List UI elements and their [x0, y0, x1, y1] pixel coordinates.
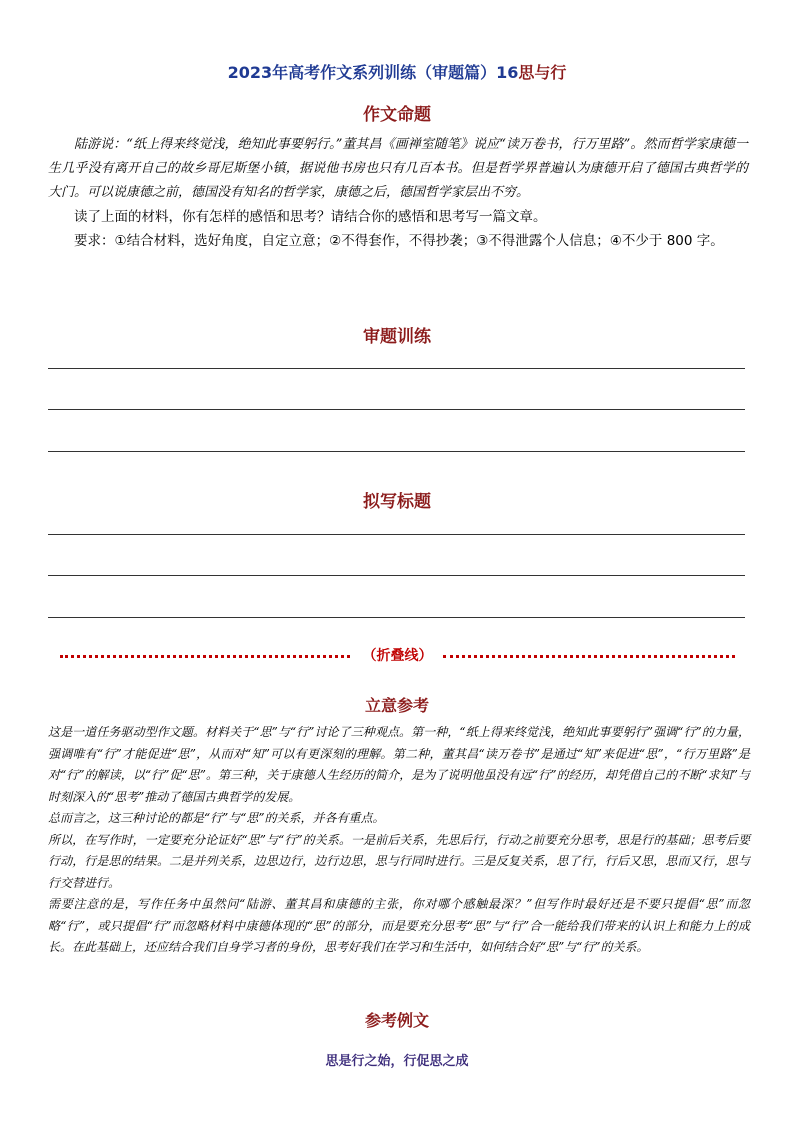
prompt-block [48, 133, 748, 253]
idea-reference [48, 722, 750, 959]
answer-line [48, 409, 745, 410]
idea-paragraph: 这是一道任务驱动型作文题。材料关于“思”与“行”讨论了三种观点。第一种，“纸上得来终觉浅，绝知此事要躬行”强调“行”的力量，强调唯有“行”才能促进“思”，从而对“知”可以有更深刻的理解。第二种，董其昌“读万卷书”是通过“知”来促进“思”，“行万里路”是对“行”的解读，以“行”促“思”。第三种，关于康德人生经历的简介，是为了说明他虽没有远“行”的经历，却凭借自己的不断“求知”与时刻深入的“思考”推动了德国古典哲学的发展。 [48, 725, 750, 804]
answer-line [48, 451, 745, 452]
fold-line [60, 647, 735, 665]
prompt-question: 读了上面的材料，你有怎样的感悟和思考？请结合你的感悟和思考写一篇文章。 [74, 209, 547, 225]
idea-paragraph: 所以，在写作时，一定要充分论证好“思”与“行”的关系。一是前后关系，先思后行，行动之前要充分思考，思是行的基础；思考后要行动，行是思的结果。二是并列关系，边思边行，边行边思，思与行同时进行。三是反复关系，思了行，行后又思，思而又行，思与行交替进行。 [48, 832, 750, 890]
answer-line [48, 617, 745, 618]
answer-line [48, 534, 745, 535]
sample-essay-title: 思是行之始，行促思之成 [325, 1054, 469, 1069]
title-topic: 思与行 [518, 63, 567, 82]
answer-line [48, 368, 745, 369]
idea-heading: 立意参考 [364, 696, 429, 715]
sample-heading: 参考例文 [364, 1011, 429, 1030]
answer-line [48, 575, 745, 576]
title-prefix: 2023年高考作文系列训练（审题篇）16 [227, 63, 519, 82]
idea-paragraph: 需要注意的是，写作任务中虽然问“陆游、董其昌和康德的主张，你对哪个感触最深？”但写作时最好还是不要只提倡“思”而忽略“行”，或只提倡“行”而忽略材料中康德体现的“思”的部分，而是要充分思考“思”与“行”合一能给我们带来的认识上和能力上的成长。在此基础上，还应结合我们自身学习者的身份，思考好我们在学习和生活中，如何结合好“思”与“行”的关系。 [48, 897, 750, 954]
prompt-material: 陆游说：“纸上得来终觉浅，绝知此事要躬行。”董其昌《画禅室随笔》说应“读万卷书，行万里路”。然而哲学家康德一生几乎没有离开自己的故乡哥尼斯堡小镇，据说他书房也只有几百本书。但是哲学界普遍认为康德开启了德国古典哲学的大门。可以说康德之前，德国没有知名的哲学家，康德之后，德国哲学家层出不穷。 [48, 137, 748, 200]
headline-heading: 拟写标题 [363, 492, 431, 512]
review-heading: 审题训练 [363, 327, 431, 347]
document-title [0, 60, 794, 83]
fold-label: （折叠线） [362, 648, 433, 664]
prompt-requirements: 要求：①结合材料，选好角度，自定立意；②不得套作，不得抄袭；③不得泄露个人信息；④不少于 800 字。 [74, 233, 724, 249]
prompt-heading: 作文命题 [363, 105, 431, 125]
idea-paragraph: 总而言之，这三种讨论的都是“行”与“思”的关系，并各有重点。 [48, 811, 385, 825]
